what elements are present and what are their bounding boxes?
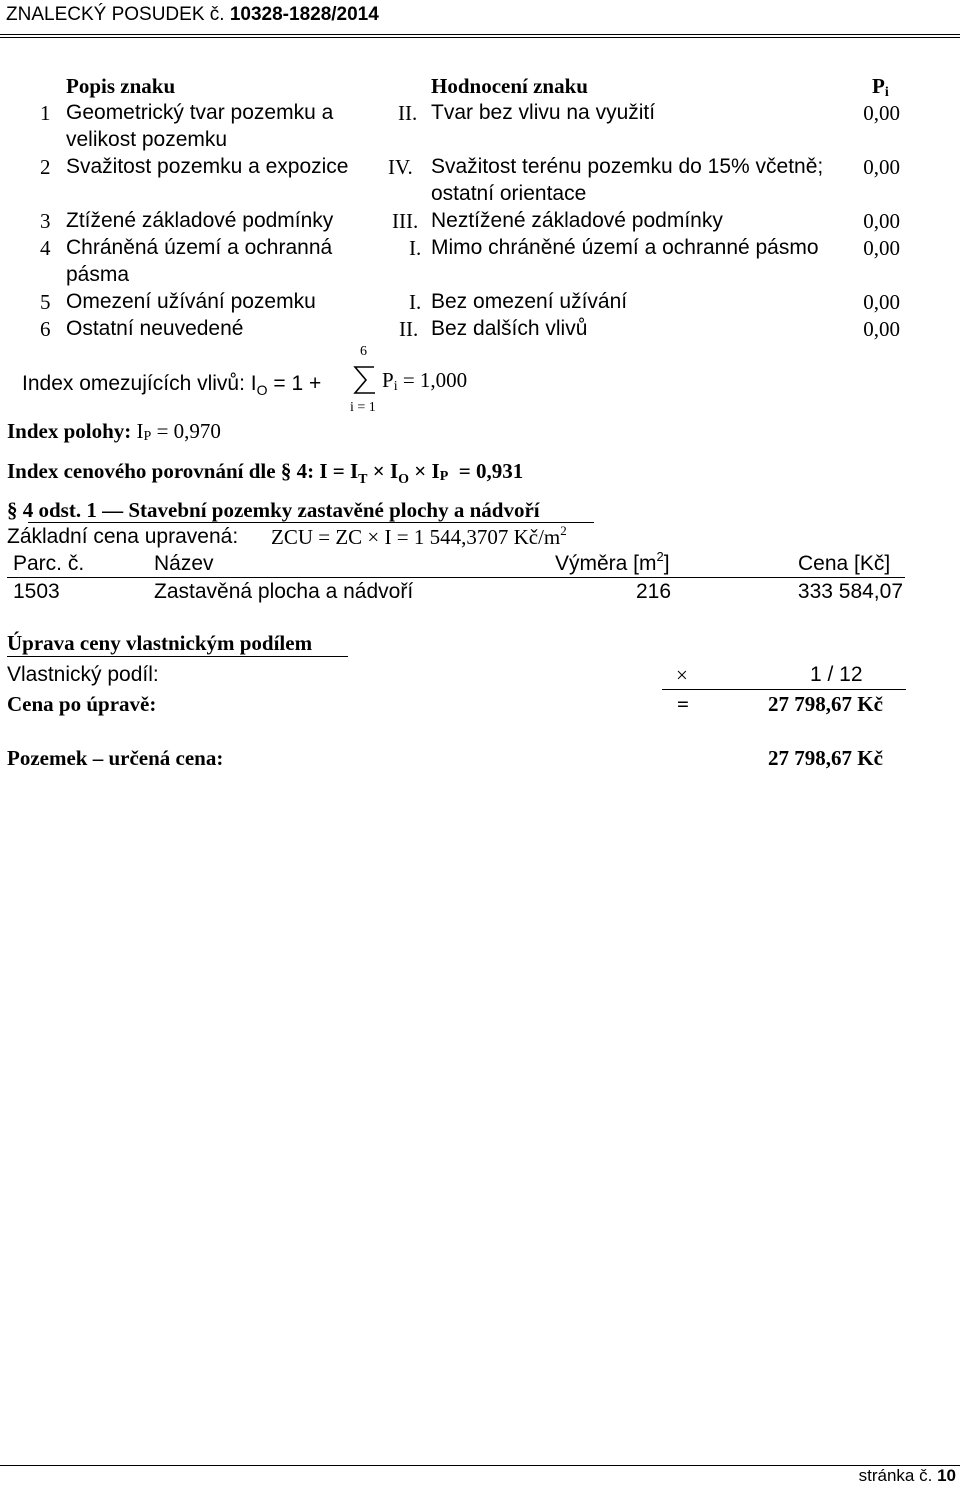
row-2-grade: IV. — [388, 155, 413, 179]
row-3-value: 0,00 — [863, 209, 900, 233]
header-divider — [0, 34, 960, 38]
base-price-formula: ZCU = ZC × I = 1 544,3707 $Kč/m^2$ — [271, 523, 567, 549]
document-header — [6, 4, 379, 26]
row-3-eval: Neztížené základové podmínky — [431, 209, 723, 232]
col-desc-heading: Popis znaku — [66, 74, 176, 98]
share-value: 1 / 12 — [810, 663, 863, 686]
row-2-value: 0,00 — [863, 155, 900, 179]
row-4-number: 4 — [40, 236, 51, 260]
parcel-price: 333 584,07 — [797, 580, 903, 603]
row-1-number: 1 — [40, 101, 51, 125]
row-1-eval: Tvar bez vlivu na využití — [431, 101, 656, 124]
row-5-eval: Bez omezení užívání — [431, 290, 628, 313]
after-value: 27 798,67 Kč — [768, 692, 883, 716]
row-4-desc-cont: pásma — [66, 263, 130, 286]
row-1-grade: II. — [398, 101, 418, 125]
parcel-col-name: Název — [154, 552, 214, 575]
row-2-eval: Svažitost terénu pozemku do 15% včetně; — [431, 155, 824, 178]
row-6-value: 0,00 — [863, 317, 900, 341]
row-2-number: 2 — [40, 155, 51, 179]
row-5-value: 0,00 — [863, 290, 900, 314]
row-4-eval: Mimo chráněné území a ochranné pásmo — [431, 236, 819, 259]
after-operator: = — [677, 692, 689, 716]
col-eval-heading: Hodnocení znaku — [431, 74, 588, 98]
share-label: Vlastnický podíl: — [7, 663, 159, 686]
row-4-value: 0,00 — [863, 236, 900, 260]
sigma-icon — [352, 364, 378, 396]
row-2-eval-cont: ostatní orientace — [431, 182, 587, 205]
index-cenoveho: Index cenového porovnání dle § 4: $I = I_T \times I_O$ × IP = 0,931 — [7, 459, 524, 487]
row-1-desc-cont: velikost pozemku — [66, 128, 228, 151]
final-value: 27 798,67 Kč — [768, 746, 883, 770]
header-number: 10328-1828/2014 — [229, 4, 379, 25]
parcel-col-number: Parc. č. — [13, 552, 85, 575]
formula-pi: Pi = 1,000 — [382, 368, 468, 394]
index-polohy: Index polohy: IP = 0,970 — [7, 419, 221, 444]
share-divider — [662, 689, 906, 690]
parcel-header-divider — [7, 577, 905, 578]
col-p-heading: Pi — [872, 74, 889, 100]
row-5-number: 5 — [40, 290, 51, 314]
row-4-grade: I. — [409, 236, 422, 260]
row-4-desc: Chráněná území a ochranná — [66, 236, 333, 259]
parcel-number: 1503 — [13, 580, 60, 603]
footer-divider — [0, 1465, 960, 1466]
section-icon: § — [7, 498, 18, 522]
section-icon: § — [280, 459, 292, 483]
adjust-title: Úprava ceny vlastnickým podílem — [7, 631, 313, 655]
row-3-number: 3 — [40, 209, 51, 233]
parcel-name: Zastavěná plocha a nádvoří — [154, 580, 414, 603]
row-3-grade: III. — [392, 209, 419, 233]
section-title-underline — [28, 522, 594, 523]
row-5-grade: I. — [409, 290, 422, 314]
row-6-grade: II. — [399, 317, 419, 341]
adjust-title-underline — [7, 656, 348, 657]
parcel-col-area: Výměra $[m^2]$ — [555, 549, 670, 575]
parcel-col-price: Cena [Kč] — [798, 552, 891, 575]
final-label: Pozemek – určená cena: — [7, 746, 224, 770]
share-operator: × — [676, 663, 688, 687]
row-1-value: 0,00 — [863, 101, 900, 125]
formula-label: Index omezujících vlivů: $I_O = 1$ + — [22, 372, 322, 398]
row-6-desc: Ostatní neuvedené — [66, 317, 244, 340]
row-6-eval: Bez dalších vlivů — [431, 317, 588, 340]
base-price-label: Základní cena upravená: — [7, 525, 239, 548]
row-2-desc: Svažitost pozemku a expozice — [66, 155, 349, 178]
row-1-desc: Geometrický tvar pozemku a — [66, 101, 334, 124]
parcel-area: 216 — [636, 580, 672, 603]
page-footer: stránka č. 10 — [858, 1466, 956, 1485]
header-prefix: ZNALECKÝ POSUDEK č. — [6, 4, 225, 25]
sum-lower-limit: i = 1 — [350, 400, 376, 415]
after-label: Cena po úpravě: — [7, 692, 157, 716]
row-3-desc: Ztížené základové podmínky — [66, 209, 334, 232]
section-title: § 4 odst. 1 — Stavební pozemky zastavěné plochy a nádvoří — [7, 498, 540, 522]
row-5-desc: Omezení užívání pozemku — [66, 290, 316, 313]
sum-upper-limit: 6 — [360, 344, 367, 359]
row-6-number: 6 — [40, 317, 51, 341]
